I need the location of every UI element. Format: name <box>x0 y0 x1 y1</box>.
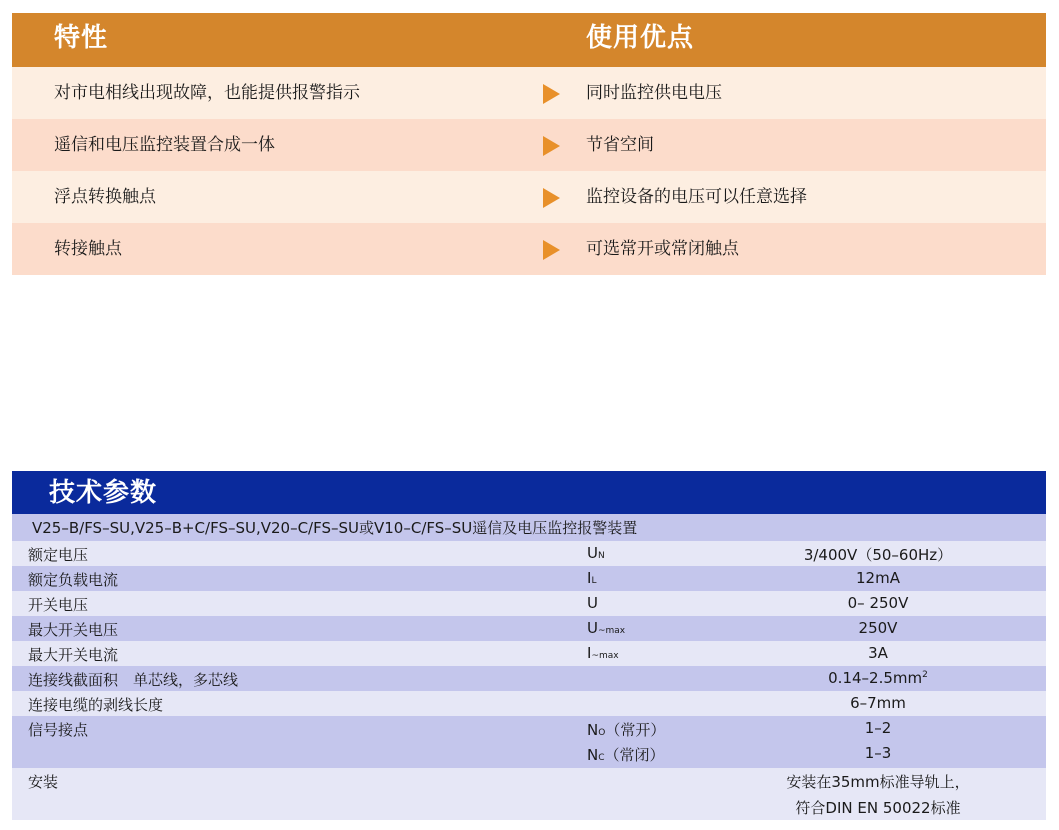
advantage-text: 可选常开或常闭触点 <box>586 239 739 259</box>
spec-contacts-row <box>12 716 1046 768</box>
advantage-text: 同时监控供电电压 <box>586 83 722 103</box>
spec-label: 额定电压 <box>28 546 89 564</box>
spec-label: 额定负载电流 <box>28 571 119 589</box>
feature-text: 对市电相线出现故障，也能提供报警指示 <box>54 83 360 103</box>
feature-text: 遥信和电压监控装置合成一体 <box>54 135 275 155</box>
advantage-text: 节省空间 <box>586 135 654 155</box>
spec-install-row <box>12 768 1046 820</box>
spec-label: 连接线截面积 单芯线，多芯线 <box>28 671 239 689</box>
spec-value: 6–7mm <box>850 694 906 712</box>
spec-row <box>12 691 1046 716</box>
spec-value: 12mA <box>856 569 900 587</box>
spec-value: 3/400V（50–60Hz） <box>803 546 953 564</box>
spec-symbol: U~max <box>587 619 626 637</box>
spec-body <box>12 514 1046 820</box>
spec-label: 最大开关电流 <box>28 646 119 664</box>
spec-symbol: IL <box>587 569 597 587</box>
normally-closed-symbol: NC（常闭） <box>587 746 665 764</box>
play-arrow-icon <box>543 188 560 208</box>
spec-row <box>12 541 1046 566</box>
spec-value: 3A <box>868 644 888 662</box>
spec-header <box>12 471 1046 514</box>
features-header-title: 特性 <box>54 23 109 53</box>
spec-row <box>12 591 1046 616</box>
spec-table <box>12 471 1046 820</box>
spec-label: 安装 <box>28 773 59 791</box>
spec-row <box>12 616 1046 641</box>
advantage-text: 监控设备的电压可以任意选择 <box>586 187 807 207</box>
advantages-header-title: 使用优点 <box>586 23 695 53</box>
normally-closed-value: 1–3 <box>864 744 892 762</box>
feature-row <box>12 119 1046 171</box>
spec-row <box>12 641 1046 666</box>
spec-model-row <box>12 514 1046 541</box>
features-table <box>12 13 1046 275</box>
feature-row <box>12 223 1046 275</box>
spec-label: 开关电压 <box>28 596 89 614</box>
spec-symbol: U <box>587 594 598 612</box>
spec-symbol: UN <box>587 544 605 562</box>
play-arrow-icon <box>543 240 560 260</box>
feature-row <box>12 171 1046 223</box>
spec-label: 信号接点 <box>28 721 89 739</box>
spec-value: 250V <box>858 619 898 637</box>
spec-row <box>12 566 1046 591</box>
spec-label: 最大开关电压 <box>28 621 119 639</box>
spec-value: 0– 250V <box>847 594 909 612</box>
spec-symbol: I~max <box>587 644 619 662</box>
spec-value: $0.14-2.5mm^2$ <box>828 669 928 687</box>
play-arrow-icon <box>543 84 560 104</box>
play-arrow-icon <box>543 136 560 156</box>
spec-row <box>12 666 1046 691</box>
install-value: 安装在35mm标准导轨上， 符合DIN EN 50022标准 <box>786 773 970 817</box>
spec-label: 连接电缆的剥线长度 <box>28 696 164 714</box>
features-header <box>12 13 1046 67</box>
feature-row <box>12 67 1046 119</box>
normally-open-value: 1–2 <box>864 719 892 737</box>
feature-text: 浮点转换触点 <box>54 187 156 207</box>
model-text: V25–B/FS–SU,V25–B+C/FS–SU,V20–C/FS–SU或V10–C/FS–SU遥信及电压监控报警装置 <box>32 519 638 537</box>
spec-title: 技术参数 <box>49 478 158 508</box>
normally-open-symbol: NO（常开） <box>587 721 666 739</box>
feature-text: 转接触点 <box>54 239 122 259</box>
